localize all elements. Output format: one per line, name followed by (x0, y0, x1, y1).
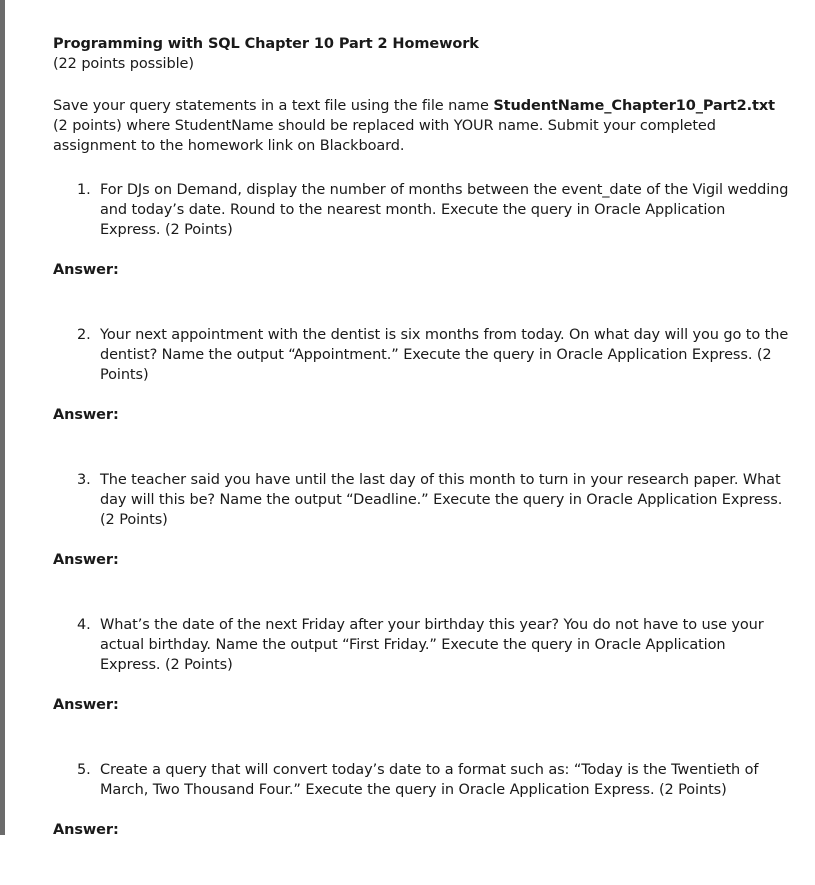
question-2 (77, 325, 793, 385)
answer-label-2: Answer: (53, 407, 119, 423)
document-page (53, 34, 793, 885)
question-number: 1. (77, 182, 91, 198)
question-4 (77, 615, 793, 675)
question-text: For DJs on Demand, display the number of months between the event_date of the Vigil wedding and today’s date. Round to the nearest month. Execute the query in Oracle Application Express. (2 Points) (100, 182, 789, 238)
question-text: What’s the date of the next Friday after your birthday this year? You do not have to use your actual birthday. Name the output “First Friday.” Execute the query in Oracle Application Express. (2 Points) (100, 617, 764, 673)
answer-label-4: Answer: (53, 697, 119, 713)
question-1 (77, 180, 793, 240)
answer-label-3: Answer: (53, 552, 119, 568)
instructions-text-end: (2 points) where StudentName should be replaced with YOUR name. Submit your completed assignment to the homework link on Blackboard. (53, 118, 716, 154)
required-filename: StudentName_Chapter10_Part2.txt (493, 98, 775, 114)
question-number: 2. (77, 327, 91, 343)
question-5 (77, 760, 793, 800)
page-title: Programming with SQL Chapter 10 Part 2 Homework (53, 36, 479, 52)
question-number: 4. (77, 617, 91, 633)
question-number: 5. (77, 762, 91, 778)
question-text: Your next appointment with the dentist is six months from today. On what day will you go to the dentist? Name the output “Appointment.” Execute the query in Oracle Application Express. (2 Points) (100, 327, 789, 383)
left-edge-bar (0, 0, 5, 835)
answer-label-1: Answer: (53, 262, 119, 278)
instructions-paragraph (53, 96, 793, 156)
answer-label-5: Answer: (53, 822, 119, 838)
question-text: The teacher said you have until the last day of this month to turn in your research paper. What day will this be? Name the output “Deadline.” Execute the query in Oracle Application Express. (2 Points) (100, 472, 783, 528)
question-text: Create a query that will convert today’s date to a format such as: “Today is the Twentieth of March, Two Thousand Four.” Execute the query in Oracle Application Express. (2 Points) (100, 762, 759, 798)
points-possible: (22 points possible) (53, 56, 194, 72)
question-3 (77, 470, 793, 530)
instructions-text-start: Save your query statements in a text file using the file name (53, 98, 494, 114)
question-number: 3. (77, 472, 91, 488)
